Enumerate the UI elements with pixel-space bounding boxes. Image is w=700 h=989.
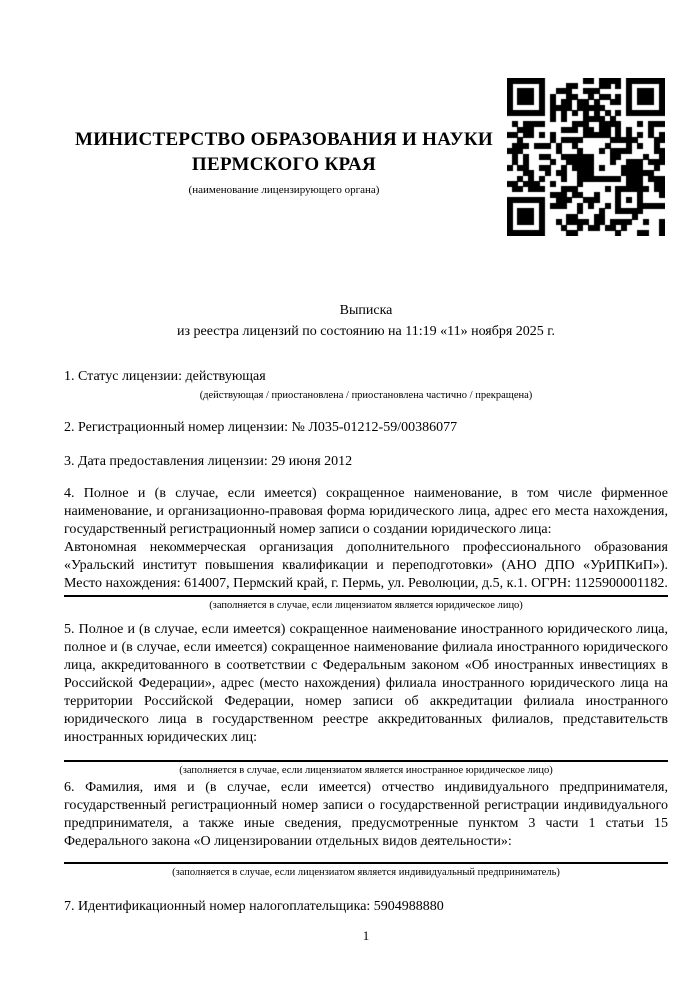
grant-date-text: 3. Дата предоставления лицензии: 29 июня 2012	[64, 454, 353, 469]
document-title	[64, 300, 668, 342]
field-individual-entrepreneur	[64, 779, 668, 880]
ministry-caption: (наименование лицензирующего органа)	[188, 184, 380, 196]
field-grant-date	[64, 453, 668, 471]
foreign-entity-underline	[64, 760, 668, 762]
legal-entity-value: Автономная некоммерческая организация дополнительного профессионального образования «Уральский институт повышения квалификации и переподготовки» (АНО ДПО «УрИПКиП»). Место нахождения: 614007, Пермский край, г. Пермь, ул. Революции, д.5, к.1. ОГРН: 1125900001182.	[64, 540, 668, 591]
qr-code-icon	[507, 78, 665, 236]
entrepreneur-caption: (заполняется в случае, если лицензиатом является индивидуальный предприниматель)	[172, 867, 560, 878]
ministry-name-line2: ПЕРМСКОГО КРАЯ	[191, 154, 377, 175]
license-status-options-caption: (действующая / приостановлена / приостановлена частично / прекращена)	[199, 390, 533, 401]
legal-entity-caption: (заполняется в случае, если лицензиатом является юридическое лицо)	[209, 600, 523, 611]
entrepreneur-underline	[64, 862, 668, 864]
legal-entity-underline	[64, 595, 668, 597]
registration-number-text: 2. Регистрационный номер лицензии: № Л035-01212-59/00386077	[64, 420, 458, 435]
page-number: 1	[362, 928, 370, 943]
field-foreign-entity	[64, 621, 668, 778]
foreign-entity-label: 5. Полное и (в случае, если имеется) сокращенное наименование иностранного юридического лица, полное и (в случае, если имеется) сокращенное наименование филиала иностранного юридического лица, аккредитованного в соответствии с Федеральным законом «Об иностранных инвестициях в Российской Федерации», адрес (место нахождения) филиала иностранного юридического лица на территории Российской Федерации, номер записи об аккредитации филиала иностранного юридического лица в государственном реестре аккредитованных филиалов, представительств иностранных юридических лиц:	[64, 622, 668, 745]
document-title-line1: Выписка	[339, 303, 393, 318]
field-taxpayer-id	[64, 898, 668, 916]
entrepreneur-label: 6. Фамилия, имя и (в случае, если имеется) отчество индивидуального предпринимателя, государственный регистрационный номер записи о государственной регистрации индивидуального предпринимателя, а также иные сведения, предусмотренные пунктом 3 части 1 статьи 15 Федерального закона «О лицензировании отдельных видов деятельности»:	[64, 780, 668, 849]
qr-code	[507, 78, 665, 236]
document-title-line2: из реестра лицензий по состоянию на 11:19 «11» ноября 2025 г.	[177, 324, 555, 339]
license-status-text: 1. Статус лицензии: действующая	[64, 369, 266, 384]
legal-entity-label: 4. Полное и (в случае, если имеется) сокращенное наименование, в том числе фирменное наименование, и организационно-правовая форма юридического лица, адрес его места нахождения, государственный регистрационный номер записи о создании юридического лица:	[64, 486, 668, 537]
field-registration-number	[64, 419, 668, 437]
foreign-entity-caption: (заполняется в случае, если лицензиатом является иностранное юридическое лицо)	[179, 765, 553, 776]
field-license-status	[64, 368, 668, 403]
taxpayer-id-text: 7. Идентификационный номер налогоплательщика: 5904988880	[64, 899, 444, 914]
field-legal-entity	[64, 485, 668, 613]
issuing-authority-header	[64, 127, 504, 197]
ministry-name-line1: МИНИСТЕРСТВО ОБРАЗОВАНИЯ И НАУКИ	[74, 129, 494, 150]
